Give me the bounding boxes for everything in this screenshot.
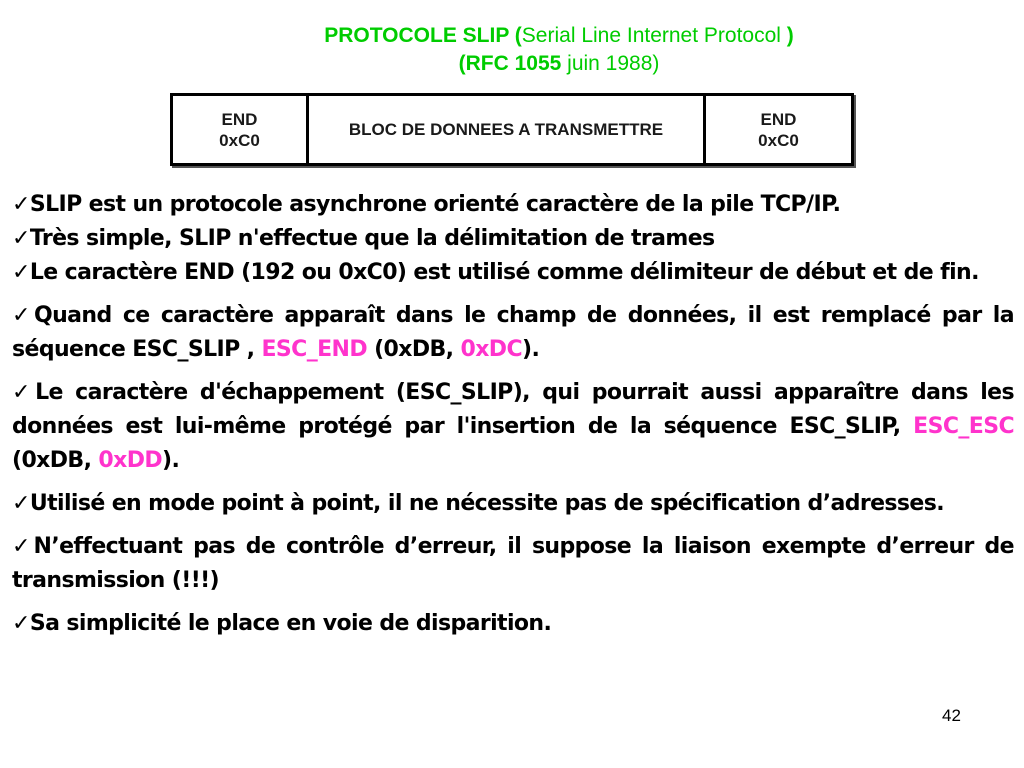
bullet-text-mid: (0xDB, <box>367 337 461 362</box>
bullet-item <box>12 376 1014 478</box>
bullet-item <box>12 487 1014 521</box>
checkmark-icon: ✓ <box>12 303 35 328</box>
title-date: juin 1988) <box>561 52 660 75</box>
checkmark-icon: ✓ <box>12 380 36 405</box>
frame-data-block-cell <box>309 96 706 163</box>
bullet-item <box>12 188 1014 222</box>
checkmark-icon: ✓ <box>12 260 30 285</box>
bullet-text: Quand ce caractère apparaît dans le champ de données, il est remplacé par la séquence ESC_SLIP , <box>12 303 1014 362</box>
slide-title <box>0 22 1024 78</box>
frame-stop-end-cell <box>706 96 851 163</box>
highlight-esc-esc: ESC_ESC <box>913 414 1014 439</box>
checkmark-icon: ✓ <box>12 226 30 251</box>
frame-stop-label: END <box>760 109 797 129</box>
bullet-text: SLIP est un protocole asynchrone orienté caractère de la pile TCP/IP. <box>29 192 841 217</box>
bullet-text: Utilisé en mode point à point, il ne nécessite pas de spécification d’adresses. <box>29 491 944 516</box>
bullet-item <box>12 222 1014 256</box>
page-number: 42 <box>942 706 961 725</box>
bullet-text: Sa simplicité le place en voie de disparition. <box>29 611 552 636</box>
frame-stop-value: 0xC0 <box>758 130 799 150</box>
title-protocol-name: PROTOCOLE SLIP ( <box>324 24 522 47</box>
frame-start-value: 0xC0 <box>219 130 260 150</box>
title-line-2 <box>0 50 1024 78</box>
checkmark-icon: ✓ <box>12 491 30 516</box>
title-expansion: Serial Line Internet Protocol <box>521 24 787 47</box>
bullet-text-mid: (0xDB, <box>12 448 99 473</box>
bullet-text: Le caractère END (192 ou 0xC0) est utilisé comme délimiteur de début et de fin. <box>29 260 979 285</box>
bullet-item <box>12 607 1014 641</box>
bullet-text: Très simple, SLIP n'effectue que la délimitation de trames <box>29 226 715 251</box>
bullet-list <box>12 188 1014 641</box>
frame-data-label: BLOC DE DONNEES A TRANSMETTRE <box>348 120 664 139</box>
title-close-paren: ) <box>786 24 794 47</box>
bullet-item <box>12 256 1014 290</box>
checkmark-icon: ✓ <box>12 192 30 217</box>
title-rfc: (RFC 1055 <box>458 52 562 75</box>
bullet-item <box>12 530 1014 598</box>
bullet-text: Le caractère d'échappement (ESC_SLIP), qui pourrait aussi apparaître dans les données est lui-même protégé par l'insertion de la séquence ESC_SLIP, <box>12 380 1014 439</box>
title-line-1 <box>0 22 1024 50</box>
slip-frame-diagram <box>170 93 854 166</box>
highlight-esc-end: ESC_END <box>261 337 368 362</box>
bullet-text: N’effectuant pas de contrôle d’erreur, il suppose la liaison exempte d’erreur de transmission (!!!) <box>12 534 1014 593</box>
bullet-text-end: ). <box>162 448 180 473</box>
checkmark-icon: ✓ <box>12 534 34 559</box>
bullet-item <box>12 299 1014 367</box>
checkmark-icon: ✓ <box>12 611 30 636</box>
highlight-0xdc: 0xDC <box>460 337 523 362</box>
frame-start-label: END <box>221 109 258 129</box>
highlight-0xdd: 0xDD <box>98 448 163 473</box>
frame-start-end-cell <box>173 96 309 163</box>
bullet-text-end: ). <box>522 337 540 362</box>
